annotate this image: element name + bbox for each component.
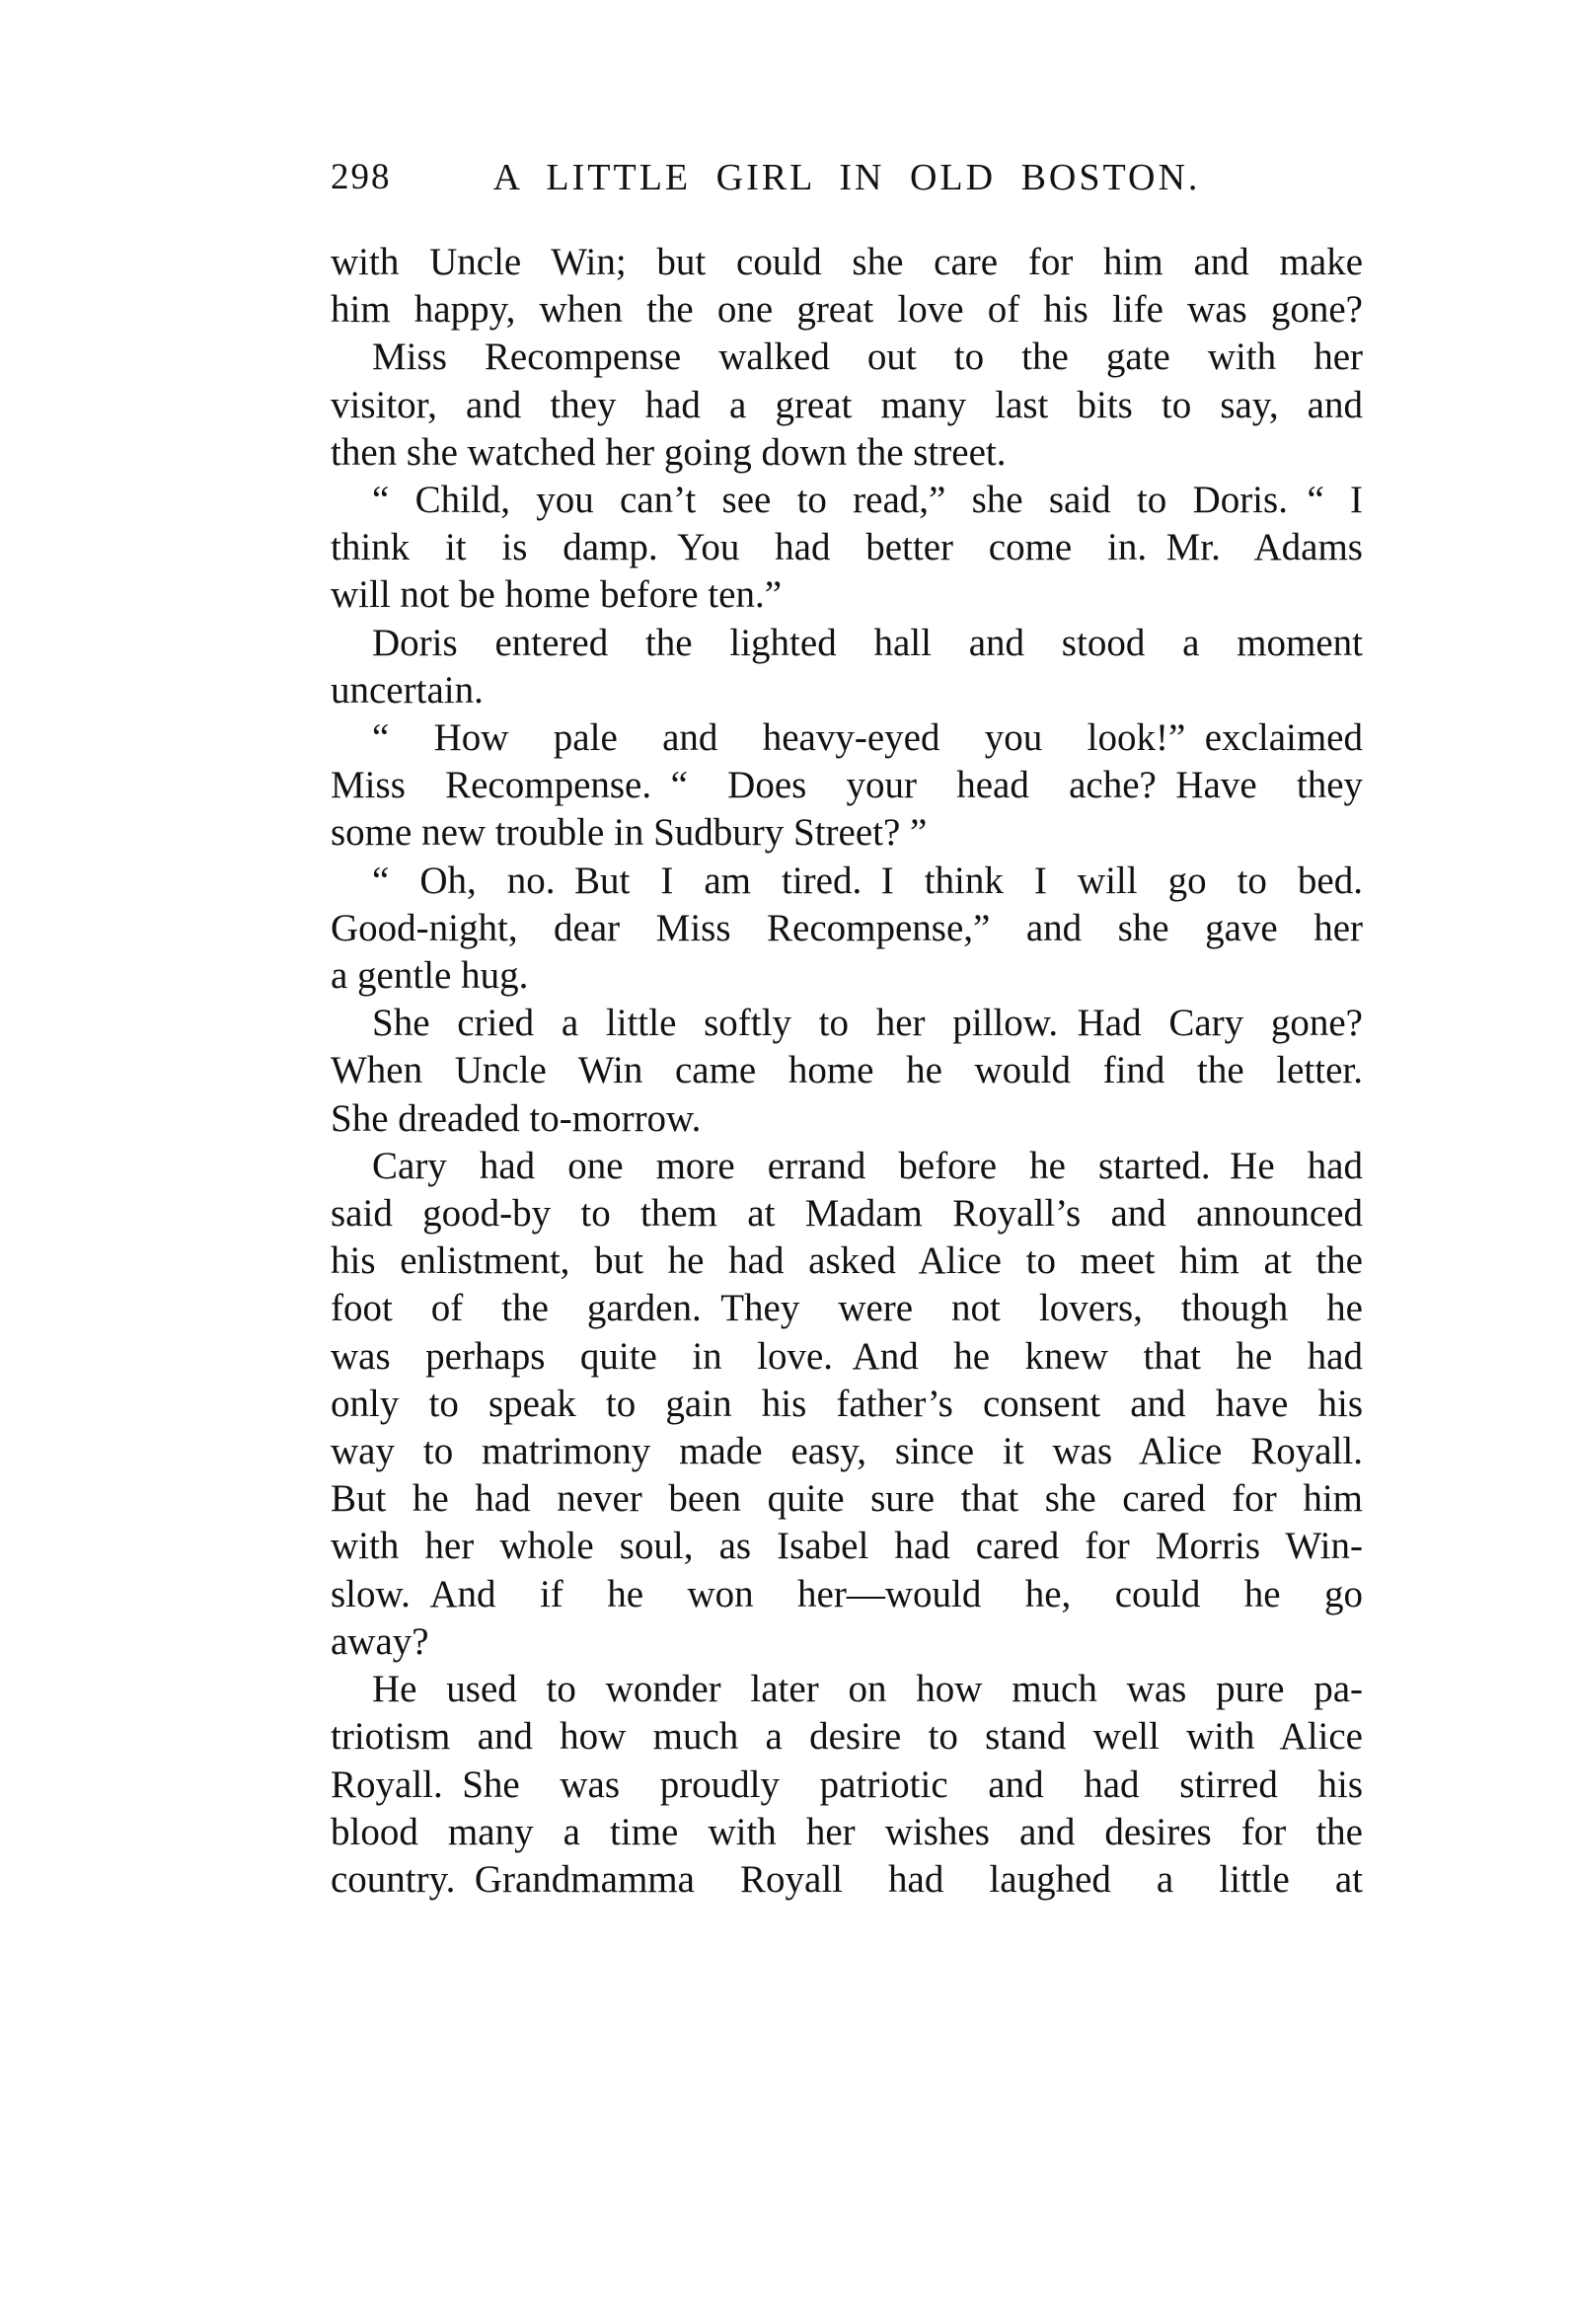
text-line: She dreaded to-morrow.: [331, 1096, 702, 1140]
text-line: She cried a little softly to her pillow. Had Cary gone?: [372, 1002, 1363, 1045]
text-line: foot of the garden. They were not lovers, though he: [331, 1287, 1363, 1330]
text-line: his enlistment, but he had asked Alice to meet him at the: [331, 1239, 1363, 1283]
text-line: away?: [331, 1619, 429, 1663]
text-line: a gentle hug.: [331, 954, 529, 998]
text-line: slow. And if he won her—would he, could he go: [331, 1572, 1363, 1615]
body-text: [331, 239, 1363, 1904]
text-line: Miss Recompense. “ Does your head ache? Have they: [331, 764, 1363, 807]
text-line: will not be home before ten.”: [331, 573, 783, 617]
text-line: Royall. She was proudly patriotic and had stirred his: [331, 1762, 1363, 1806]
text-line: “ Oh, no. But I am tired. I think I will go to bed.: [372, 859, 1363, 902]
text-line: Cary had one more errand before he started. He had: [372, 1144, 1363, 1187]
text-line: Miss Recompense walked out to the gate with her: [372, 336, 1363, 379]
text-line: some new trouble in Sudbury Street? ”: [331, 811, 928, 855]
text-line: But he had never been quite sure that she cared for him: [331, 1477, 1363, 1521]
text-line: then she watched her going down the street.: [331, 430, 1007, 474]
running-header: [331, 156, 1363, 207]
text-line: triotism and how much a desire to stand well with Alice: [331, 1715, 1363, 1759]
text-line: “ Child, you can’t see to read,” she said to Doris. “ I: [372, 479, 1363, 522]
text-line: When Uncle Win came home he would find the letter.: [331, 1049, 1363, 1092]
text-line: “ How pale and heavy-eyed you look!” exclaimed: [372, 716, 1363, 760]
text-line: with Uncle Win; but could she care for him and make: [331, 241, 1363, 283]
page-number: 298: [331, 157, 392, 197]
text-line: Good-night, dear Miss Recompense,” and she gave her: [331, 906, 1363, 949]
text-line: country. Grandmamma Royall had laughed a little at: [331, 1857, 1363, 1901]
text-line: uncertain.: [331, 668, 484, 712]
text-line: him happy, when the one great love of his life was gone?: [331, 288, 1363, 332]
text-line: visitor, and they had a great many last bits to say, and: [331, 383, 1363, 426]
text-line: was perhaps quite in love. And he knew that he had: [331, 1334, 1363, 1378]
text-line: only to speak to gain his father’s consent and have his: [331, 1382, 1363, 1425]
text-line: He used to wonder later on how much was pure pa-: [372, 1668, 1363, 1711]
text-line: think it is damp. You had better come in. Mr. Adams: [331, 526, 1363, 569]
text-line: said good-by to them at Madam Royall’s and announced: [331, 1192, 1363, 1236]
text-line: with her whole soul, as Isabel had cared for Morris Win-: [331, 1525, 1363, 1568]
text-line: blood many a time with her wishes and desires for the: [331, 1810, 1363, 1853]
text-line: way to matrimony made easy, since it was Alice Royall.: [331, 1430, 1363, 1473]
running-title: A LITTLE GIRL IN OLD BOSTON.: [492, 157, 1201, 198]
text-line: Doris entered the lighted hall and stood a moment: [372, 621, 1363, 664]
